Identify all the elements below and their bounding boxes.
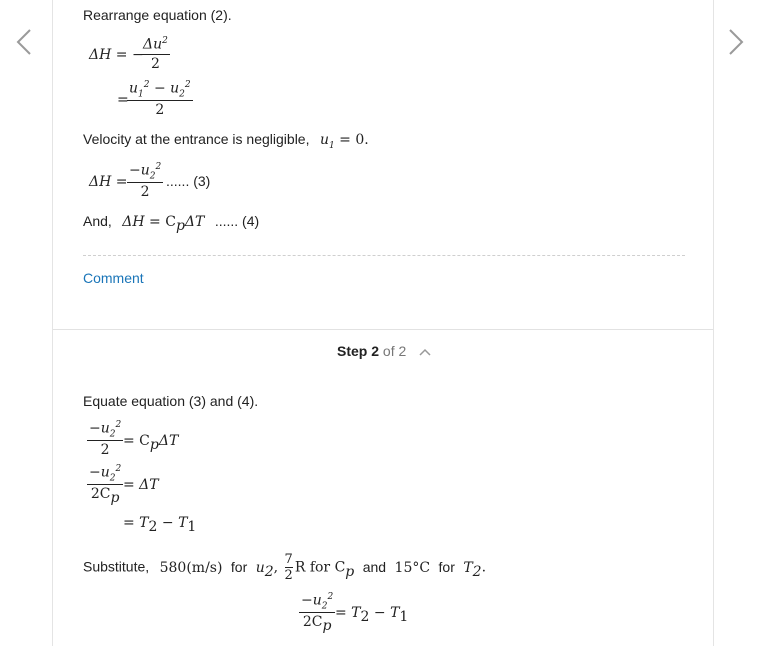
step-number: Step 2 [337,343,380,359]
seven-halves-fraction: $\frac{7}{2}$ [284,552,293,583]
equation-4: And, $\Delta H = C_p\Delta T$ ...... (4) [83,213,260,235]
equation-d-rhs: = $T_2 - T_1$ [335,605,409,626]
equate-text: Equate equation (3) and (4). [83,393,259,409]
comment-link[interactable]: Comment [83,270,144,286]
chevron-right-icon [716,22,756,62]
equation-d-fraction: $-u_2^2$ $2C_p$ [301,592,334,635]
equation-2-eq: = [117,92,129,108]
equation-3-fraction: $-u_2^2$ 2 [129,162,162,201]
step-divider [53,329,713,330]
chevron-left-icon [4,22,44,62]
equation-b-rhs: = ΔT [123,477,159,493]
comment-divider [83,255,685,256]
step-total: of 2 [382,343,407,359]
chevron-up-icon [418,347,432,357]
velocity-statement: Velocity at the entrance is negligible, $u_1 = 0$. [83,131,369,151]
equation-a-rhs: = $C_p\Delta T$ [123,433,179,454]
previous-step-button[interactable] [4,22,44,62]
equation-a-fraction: $-u_2^2$ 2 [89,420,122,459]
equation-2-fraction: $u_1^2 - u_2^2$ 2 [129,80,191,119]
equation-3-lhs: ΔH = [89,174,128,190]
equation-c: = $T_2 - T_1$ [123,515,197,536]
equation-1: ΔH = − [89,47,144,63]
step-2-header[interactable] [337,343,432,359]
equation-3-label: ...... (3) [166,173,211,189]
rearrange-text: Rearrange equation (2). [83,7,232,23]
next-step-button[interactable] [716,22,756,62]
substitute-statement: Substitute, 580(m/s) for $u_2$, $\frac{7}{2}$ R for $C_p$ and 15°C for $T_2$. [83,552,487,583]
solution-card [52,0,714,646]
equation-1-fraction: $\Delta u^2$ 2 [143,36,168,72]
equation-b-fraction: $-u_2^2$ $2C_p$ [89,464,122,507]
